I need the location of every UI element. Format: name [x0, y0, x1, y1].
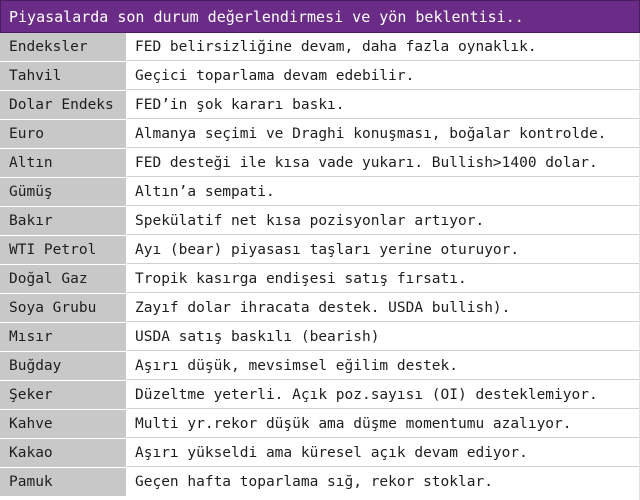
table-row: [0, 120, 640, 149]
table-row: [0, 439, 640, 468]
market-name: WTI Petrol: [0, 236, 127, 264]
market-outlook: Geçici toparlama devam edebilir.: [127, 62, 640, 90]
market-name: Pamuk: [0, 468, 127, 496]
market-name: Tahvil: [0, 62, 127, 90]
market-name: Bakır: [0, 207, 127, 235]
market-outlook: Tropik kasırga endişesi satış fırsatı.: [127, 265, 640, 293]
market-outlook: Multi yr.rekor düşük ama düşme momentumu azalıyor.: [127, 410, 640, 438]
market-name: Mısır: [0, 323, 127, 351]
market-name: Doğal Gaz: [0, 265, 127, 293]
market-outlook: Aşırı düşük, mevsimsel eğilim destek.: [127, 352, 640, 380]
market-name: Kakao: [0, 439, 127, 467]
market-name: Şeker: [0, 381, 127, 409]
market-name: Altın: [0, 149, 127, 177]
table-row: [0, 410, 640, 439]
table-row: [0, 178, 640, 207]
table-row: [0, 294, 640, 323]
market-name: Endeksler: [0, 33, 127, 61]
table-row: [0, 468, 640, 497]
market-outlook: Geçen hafta toparlama sığ, rekor stoklar.: [127, 468, 640, 496]
market-name: Buğday: [0, 352, 127, 380]
table-row: [0, 207, 640, 236]
table-row: [0, 91, 640, 120]
table-row: [0, 323, 640, 352]
market-outlook: Almanya seçimi ve Draghi konuşması, boğalar kontrolde.: [127, 120, 640, 148]
market-outlook: FED belirsizliğine devam, daha fazla oynaklık.: [127, 33, 640, 61]
table-row: [0, 236, 640, 265]
table-body: [0, 33, 640, 497]
market-name: Soya Grubu: [0, 294, 127, 322]
market-name: Euro: [0, 120, 127, 148]
market-outlook: Ayı (bear) piyasası taşları yerine oturuyor.: [127, 236, 640, 264]
market-outlook: Altın’a sempati.: [127, 178, 640, 206]
table-row: [0, 265, 640, 294]
table-row: [0, 62, 640, 91]
table-row: [0, 352, 640, 381]
table-row: [0, 149, 640, 178]
market-outlook: Zayıf dolar ihracata destek. USDA bullish).: [127, 294, 640, 322]
market-name: Kahve: [0, 410, 127, 438]
market-outlook: Spekülatif net kısa pozisyonlar artıyor.: [127, 207, 640, 235]
market-name: Dolar Endeks: [0, 91, 127, 119]
market-outlook: FED desteği ile kısa vade yukarı. Bullish>1400 dolar.: [127, 149, 640, 177]
market-outlook: Aşırı yükseldi ama küresel açık devam ediyor.: [127, 439, 640, 467]
market-outlook: USDA satış baskılı (bearish): [127, 323, 640, 351]
market-outlook: Düzeltme yeterli. Açık poz.sayısı (OI) desteklemiyor.: [127, 381, 640, 409]
table-row: [0, 33, 640, 62]
table-title: Piyasalarda son durum değerlendirmesi ve yön beklentisi..: [0, 0, 640, 33]
table-row: [0, 381, 640, 410]
market-outlook: FED’in şok kararı baskı.: [127, 91, 640, 119]
market-name: Gümüş: [0, 178, 127, 206]
